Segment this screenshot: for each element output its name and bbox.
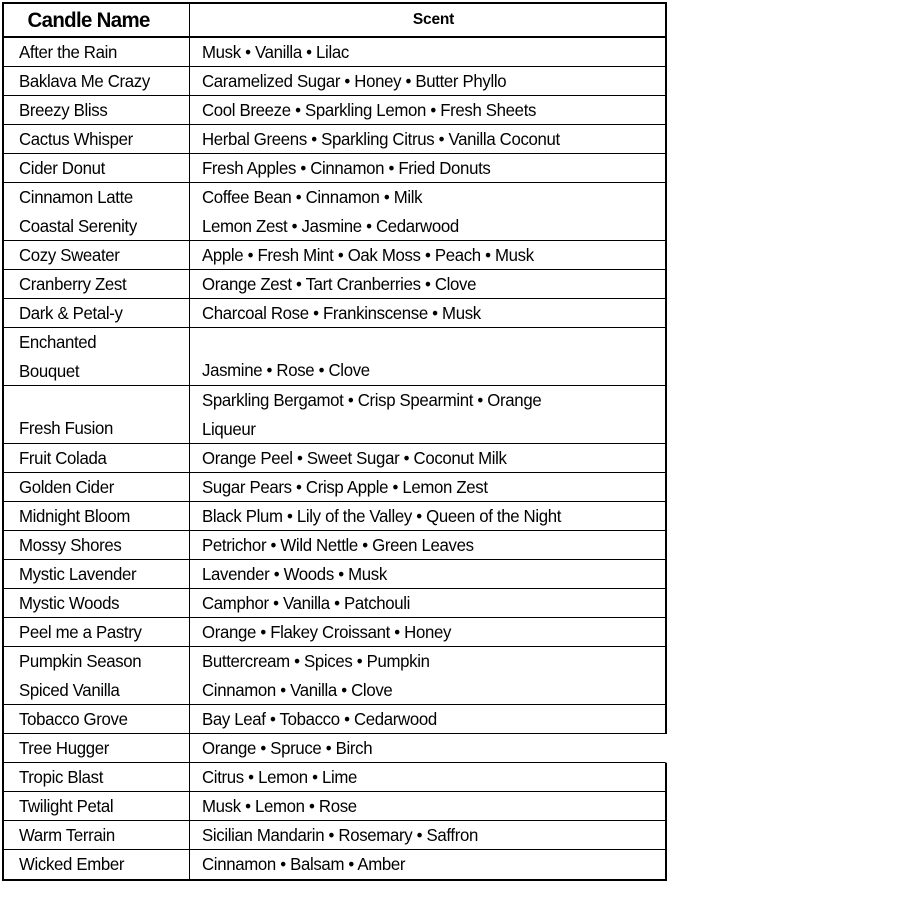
- candle-name-text: Cactus Whisper: [19, 128, 133, 149]
- column-header-candle-name: [4, 4, 190, 36]
- scent-text: Orange Zest • Tart Cranberries • Clove: [202, 273, 477, 294]
- candle-name-cell: [4, 125, 190, 153]
- scent-cell: [190, 270, 665, 298]
- scent-cell: [190, 850, 665, 879]
- scent-cell: [190, 299, 665, 327]
- table-row: [4, 502, 667, 531]
- candle-name-cell: [4, 792, 190, 820]
- candle-name-text: Midnight Bloom: [19, 505, 131, 526]
- scent-text: Herbal Greens • Sparkling Citrus • Vanilla Coconut: [202, 128, 560, 149]
- scent-cell: [190, 67, 665, 95]
- candle-name-text: Mossy Shores: [19, 534, 122, 555]
- scent-text: Apple • Fresh Mint • Oak Moss • Peach • Musk: [202, 244, 534, 265]
- candle-name-cell: [4, 270, 190, 298]
- table-row: [4, 560, 667, 589]
- scent-text: Sugar Pears • Crisp Apple • Lemon Zest: [202, 476, 488, 497]
- table-row: [4, 183, 667, 241]
- scent-text: Musk • Vanilla • Lilac: [202, 41, 349, 62]
- table-row: [4, 299, 667, 328]
- scent-text: Petrichor • Wild Nettle • Green Leaves: [202, 534, 474, 555]
- column-header-scent-label: Scent: [412, 11, 455, 28]
- table-header-row: [4, 4, 667, 38]
- candle-name-text: Mystic Lavender: [19, 563, 137, 584]
- candle-name-text: Spiced Vanilla: [19, 679, 120, 700]
- scent-text: Sicilian Mandarin • Rosemary • Saffron: [202, 824, 479, 845]
- table-body: [4, 38, 667, 879]
- candle-name-text: Enchanted: [19, 331, 97, 352]
- scent-text: Charcoal Rose • Frankinscense • Musk: [202, 302, 481, 323]
- candle-name-text: Cozy Sweater: [19, 244, 120, 265]
- table-row: [4, 38, 667, 67]
- scent-text: Orange • Flakey Croissant • Honey: [202, 621, 452, 642]
- scent-text: Cool Breeze • Sparkling Lemon • Fresh Sheets: [202, 99, 537, 120]
- candle-name-cell: [4, 473, 190, 501]
- candle-name-text: Breezy Bliss: [19, 99, 108, 120]
- scent-cell: [190, 96, 665, 124]
- scent-text: Citrus • Lemon • Lime: [202, 766, 358, 787]
- scent-text: Lavender • Woods • Musk: [202, 563, 387, 584]
- scent-text: Cinnamon • Vanilla • Clove: [202, 679, 393, 700]
- table-row: [4, 154, 667, 183]
- scent-text: Orange • Spruce • Birch: [202, 737, 373, 758]
- scent-cell: [190, 705, 665, 733]
- candle-name-text: Mystic Woods: [19, 592, 120, 613]
- candle-name-cell: [4, 589, 190, 617]
- scent-cell: [190, 734, 665, 762]
- candle-name-cell: [4, 647, 190, 704]
- scent-text: Coffee Bean • Cinnamon • Milk: [202, 186, 423, 207]
- candle-name-cell: [4, 502, 190, 530]
- table-row: [4, 67, 667, 96]
- candle-name-text: Pumpkin Season: [19, 650, 142, 671]
- candle-name-cell: [4, 241, 190, 269]
- candle-name-text: Tree Hugger: [19, 737, 109, 758]
- candle-name-cell: [4, 444, 190, 472]
- candle-name-cell: [4, 734, 190, 762]
- candle-name-cell: [4, 850, 190, 879]
- scent-cell: [190, 763, 665, 791]
- candle-name-text: Bouquet: [19, 360, 80, 381]
- candle-name-text: Golden Cider: [19, 476, 114, 497]
- scent-cell: [190, 183, 665, 240]
- candle-name-cell: [4, 531, 190, 559]
- scent-cell: [190, 821, 665, 849]
- scent-cell: [190, 560, 665, 588]
- candle-name-text: After the Rain: [19, 41, 118, 62]
- scent-cell: [190, 38, 665, 66]
- candle-name-text: Fruit Colada: [19, 447, 107, 468]
- scent-text: Camphor • Vanilla • Patchouli: [202, 592, 411, 613]
- scent-cell: [190, 154, 665, 182]
- scent-text: Caramelized Sugar • Honey • Butter Phyllo: [202, 70, 507, 91]
- candle-name-cell: [4, 328, 190, 385]
- scent-text: Jasmine • Rose • Clove: [202, 360, 370, 380]
- candle-name-cell: [4, 96, 190, 124]
- candle-name-text: Cinnamon Latte: [19, 186, 133, 207]
- scent-cell: [190, 444, 665, 472]
- candle-name-text: Dark & Petal-y: [19, 302, 123, 323]
- table-row: [4, 821, 667, 850]
- table-row: [4, 589, 667, 618]
- scent-text: Black Plum • Lily of the Valley • Queen of the Night: [202, 505, 562, 526]
- scent-text: Musk • Lemon • Rose: [202, 795, 357, 816]
- table-row: [4, 241, 667, 270]
- scent-text: Liqueur: [202, 418, 256, 439]
- scent-text: Orange Peel • Sweet Sugar • Coconut Milk: [202, 447, 507, 468]
- table-row: [4, 850, 667, 879]
- candle-name-cell: [4, 618, 190, 646]
- table-row: [4, 618, 667, 647]
- table-row: [4, 531, 667, 560]
- table-row: [4, 763, 667, 792]
- table-row: [4, 386, 667, 444]
- candle-name-text: Warm Terrain: [19, 824, 115, 845]
- candle-name-text: Cider Donut: [19, 157, 105, 178]
- table-row: [4, 705, 667, 734]
- candle-name-cell: [4, 38, 190, 66]
- scent-cell: [190, 589, 665, 617]
- scent-cell: [190, 328, 665, 385]
- table-row: [4, 734, 667, 763]
- candle-name-text: Tropic Blast: [19, 766, 104, 787]
- scent-cell: [190, 473, 665, 501]
- candle-name-cell: [4, 560, 190, 588]
- candle-name-text: Twilight Petal: [19, 795, 114, 816]
- candle-name-text: Wicked Ember: [19, 854, 125, 874]
- table-row: [4, 96, 667, 125]
- candle-name-text: Coastal Serenity: [19, 215, 137, 236]
- table-row: [4, 647, 667, 705]
- candle-name-text: Tobacco Grove: [19, 708, 128, 729]
- candle-name-cell: [4, 183, 190, 240]
- table-row: [4, 792, 667, 821]
- table-row: [4, 270, 667, 299]
- scent-text: Sparkling Bergamot • Crisp Spearmint • Orange: [202, 389, 542, 410]
- scent-cell: [190, 792, 665, 820]
- scent-cell: [190, 618, 665, 646]
- candle-name-text: Cranberry Zest: [19, 273, 127, 294]
- candle-name-text: Baklava Me Crazy: [19, 70, 150, 91]
- scent-cell: [190, 502, 665, 530]
- scent-text: Bay Leaf • Tobacco • Cedarwood: [202, 708, 437, 729]
- candle-name-text: Peel me a Pastry: [19, 621, 142, 642]
- candle-name-cell: [4, 386, 190, 443]
- column-header-candle-name-label: Candle Name: [27, 8, 150, 32]
- scent-text: Buttercream • Spices • Pumpkin: [202, 650, 430, 671]
- scent-cell: [190, 647, 665, 704]
- candle-name-cell: [4, 154, 190, 182]
- candle-name-cell: [4, 67, 190, 95]
- candle-name-cell: [4, 763, 190, 791]
- candle-name-cell: [4, 821, 190, 849]
- scent-text: Lemon Zest • Jasmine • Cedarwood: [202, 215, 459, 236]
- scent-cell: [190, 241, 665, 269]
- scent-cell: [190, 386, 665, 443]
- column-header-scent: [190, 4, 665, 36]
- scent-cell: [190, 125, 665, 153]
- scent-text: Cinnamon • Balsam • Amber: [202, 854, 406, 874]
- candle-name-cell: [4, 705, 190, 733]
- candle-name-text: Fresh Fusion: [19, 418, 114, 438]
- candle-scent-table: [2, 2, 667, 881]
- table-row: [4, 125, 667, 154]
- table-row: [4, 444, 667, 473]
- candle-name-cell: [4, 299, 190, 327]
- table-row: [4, 328, 667, 386]
- scent-cell: [190, 531, 665, 559]
- scent-text: Fresh Apples • Cinnamon • Fried Donuts: [202, 157, 491, 178]
- table-row: [4, 473, 667, 502]
